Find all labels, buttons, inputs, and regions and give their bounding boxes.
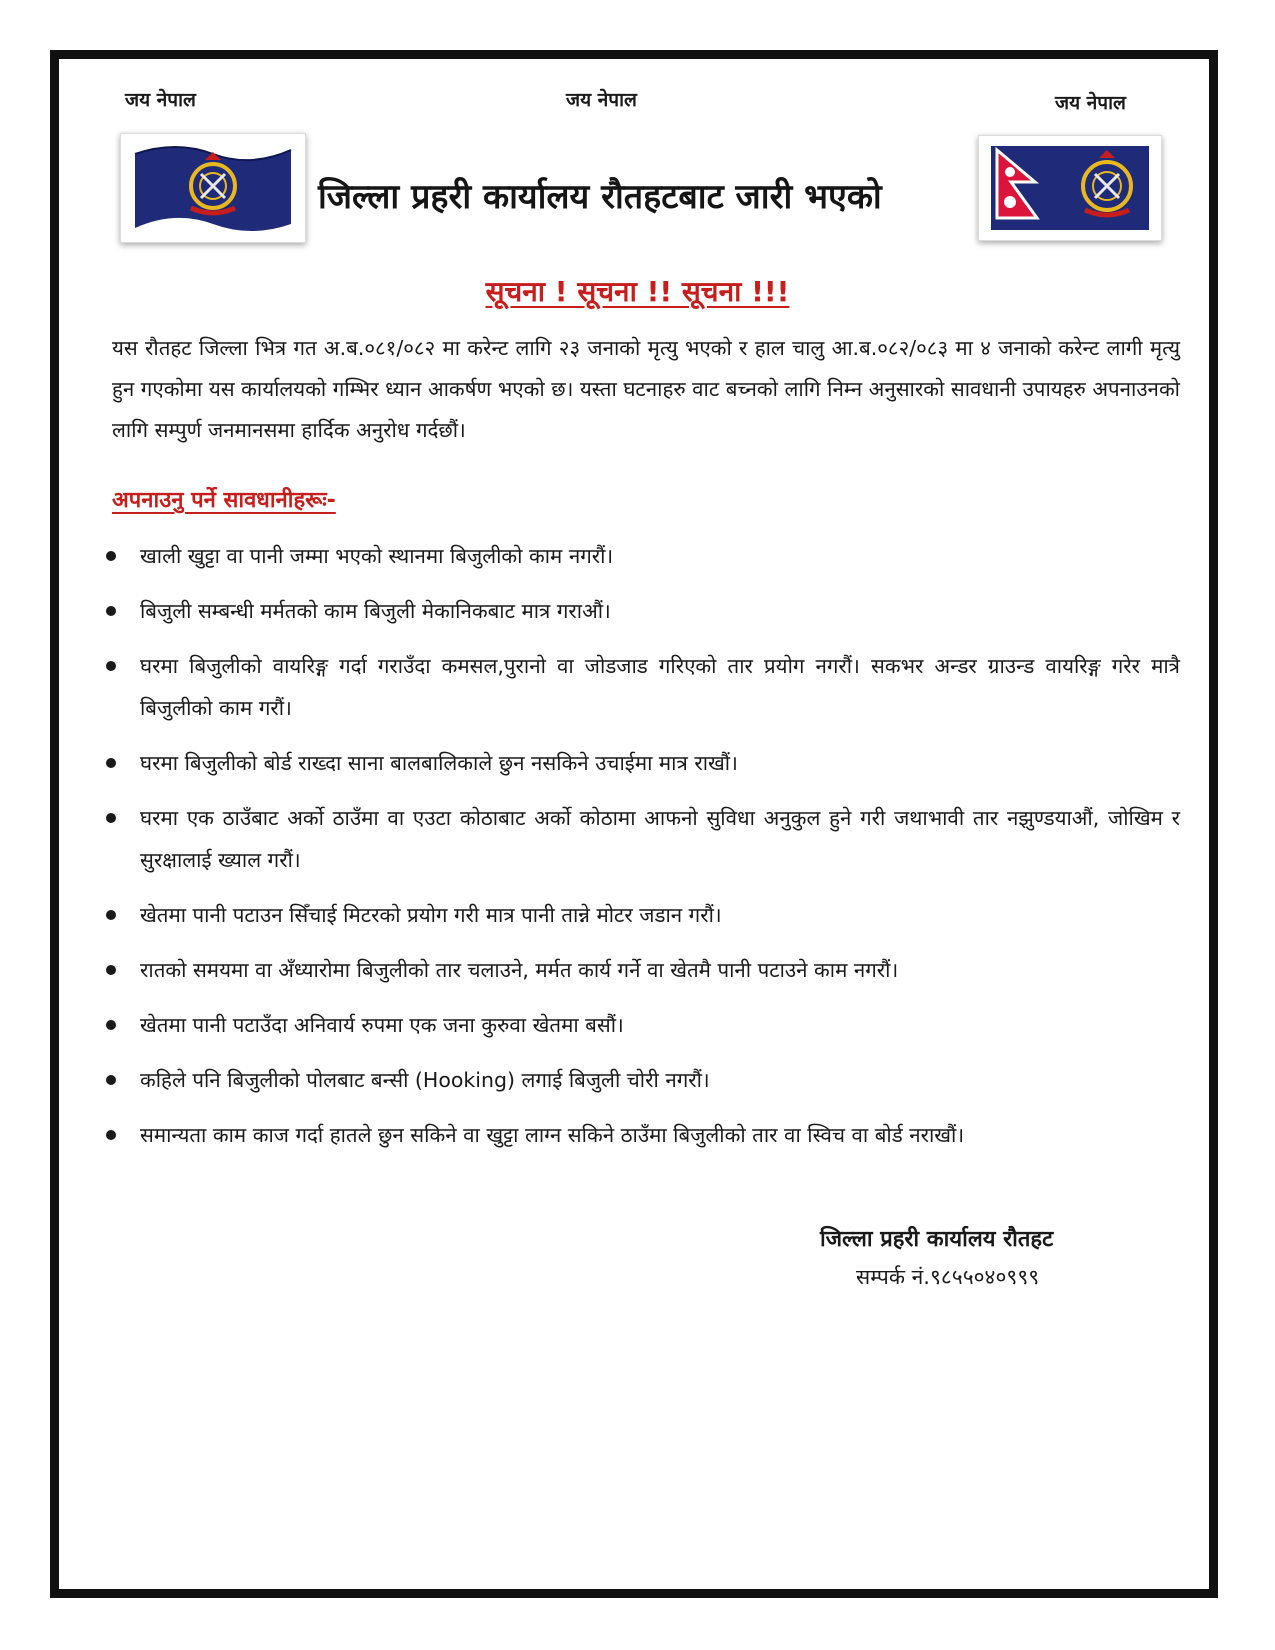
precaution-item: बिजुली सम्बन्धी मर्मतको काम बिजुली मेकानिकबाट मात्र गराऔं। [100, 590, 1180, 632]
nepal-flag-frame [978, 135, 1162, 241]
nepal-police-flag-icon [121, 134, 305, 242]
notice-heading-text: सूचना ! सूचना !! सूचना !!! [485, 275, 790, 308]
precaution-item: घरमा एक ठाउँबाट अर्को ठाउँमा वा एउटा कोठाबाट अर्को कोठामा आफनो सुविधा अनुकुल हुने गरी जथाभावी तार नझुण्डयाऔं, जोखिम र सुरक्षालाई ख्याल गरौं। [100, 797, 1180, 881]
police-flag-frame [120, 133, 306, 243]
precaution-item: घरमा बिजुलीको बोर्ड राख्दा साना बालबालिकाले छुन नसकिने उचाईमा मात्र राखौं। [100, 742, 1180, 784]
jay-nepal-center: जय नेपाल [566, 89, 637, 111]
precaution-item: खेतमा पानी पटाउन सिँचाई मिटरको प्रयोग गरी मात्र पानी तान्ने मोटर जडान गरौं। [100, 894, 1180, 936]
precaution-item: रातको समयमा वा अँध्यारोमा बिजुलीको तार चलाउने, मर्मत कार्य गर्ने वा खेतमै पानी पटाउने काम नगरौं। [100, 949, 1180, 991]
precautions-list [100, 535, 1180, 1169]
notice-intro-paragraph: यस रौतहट जिल्ला भित्र गत अ.ब.०८१/०८२ मा करेन्ट लागि २३ जनाको मृत्यु भएको र हाल चालु आ.ब.०८२/०८३ मा ४ जनाको करेन्ट लागी मृत्यु हुन गएकोमा यस कार्यालयको गम्भिर ध्यान आकर्षण भएको छ। यस्ता घटनाहरु वाट बच्नको लागि निम्न अनुसारको सावधानी उपायहरु अपनाउनको लागि सम्पुर्ण जनमानसमा हार्दिक अनुरोध गर्दछौं। [112, 336, 1180, 442]
issuing-office-title: जिल्ला प्रहरी कार्यालय रौतहटबाट जारी भएको [318, 177, 882, 217]
signature-office: जिल्ला प्रहरी कार्यालय रौतहट [820, 1227, 1054, 1252]
precaution-item: घरमा बिजुलीको वायरिङ्ग गर्दा गराउँदा कमसल,पुरानो वा जोडजाड गरिएको तार प्रयोग नगरौं। सकभर अन्डर ग्राउन्ड वायरिङ्ग गरेर मात्रै बिजुलीको काम गरौं। [100, 645, 1180, 729]
precaution-item: समान्यता काम काज गर्दा हातले छुन सकिने वा खुट्टा लाग्न सकिने ठाउँमा बिजुलीको तार वा स्विच वा बोर्ड नराखौं। [100, 1114, 1180, 1156]
signature-contact-number: सम्पर्क नं.९८५५०४०९९९ [856, 1265, 1040, 1289]
precaution-item: खाली खुट्टा वा पानी जम्मा भएको स्थानमा बिजुलीको काम नगरौं। [100, 535, 1180, 577]
precautions-heading: अपनाउनु पर्ने सावधानीहरूः- [112, 488, 336, 513]
precaution-item: कहिले पनि बिजुलीको पोलबाट बन्सी (Hooking) लगाई बिजुली चोरी नगरौं। [100, 1059, 1180, 1101]
jay-nepal-left: जय नेपाल [125, 89, 196, 111]
precaution-item: खेतमा पानी पटाउँदा अनिवार्य रुपमा एक जना कुरुवा खेतमा बसौं। [100, 1004, 1180, 1046]
nepal-flag-with-police-emblem-icon [979, 136, 1161, 240]
notice-heading [0, 272, 1275, 310]
jay-nepal-right: जय नेपाल [1055, 92, 1126, 114]
